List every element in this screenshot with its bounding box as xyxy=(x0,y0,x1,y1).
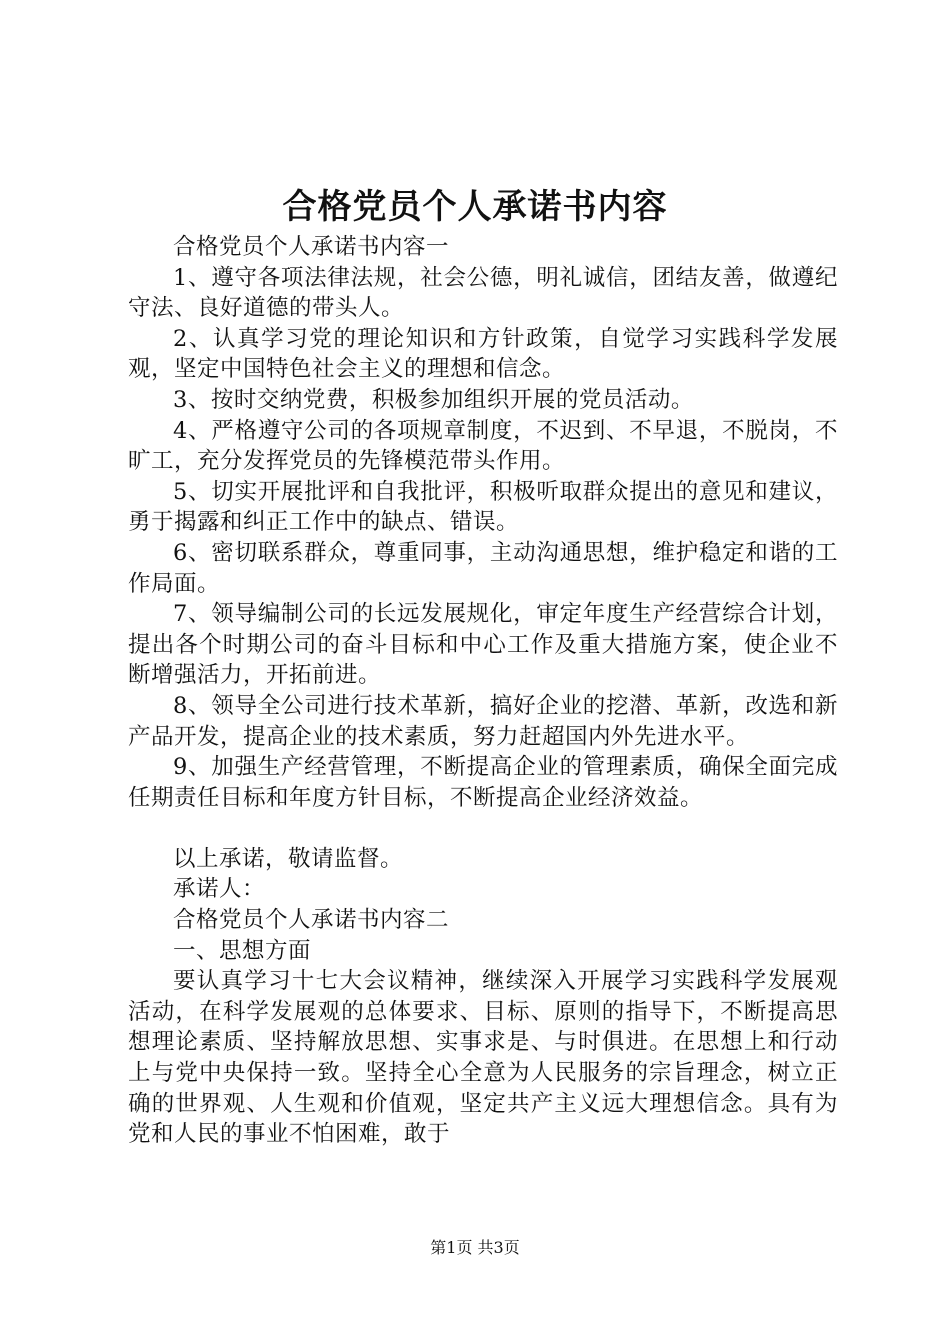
commitment-item: 9、加强生产经营管理，不断提高企业的管理素质，确保全面完成任期责任目标和年度方针目标，不断提高企业经济效益。 xyxy=(128,754,838,811)
body-paragraph: 要认真学习十七大会议精神，继续深入开展学习实践科学发展观活动，在科学发展观的总体要求、目标、原则的指导下，不断提高思想理论素质、坚持解放思想、实事求是、与时俱进。在思想上和行动上与党中央保持一致。坚持全心全意为人民服务的宗旨理念，树立正确的世界观、人生观和价值观，坚定共产主义远大理想信念。具有为党和人民的事业不怕困难，敢于 xyxy=(128,968,838,1148)
section-heading: 合格党员个人承诺书内容一 xyxy=(173,234,450,260)
blank-line xyxy=(128,813,838,844)
closing-statement: 以上承诺，敬请监督。 xyxy=(173,845,404,872)
commitment-item: 4、严格遵守公司的各项规章制度，不迟到、不早退，不脱岗，不旷工，充分发挥党员的先锋模范带头作用。 xyxy=(128,417,838,475)
commitment-item: 6、密切联系群众，尊重同事，主动沟通思想，维护稳定和谐的工作局面。 xyxy=(128,539,838,597)
commitment-item: 1、遵守各项法律法规，社会公德，明礼诚信，团结友善，做遵纪守法、良好道德的带头人。 xyxy=(128,264,838,322)
section-heading: 合格党员个人承诺书内容二 xyxy=(173,907,450,934)
signatory-label: 承诺人： xyxy=(173,876,266,903)
commitment-item: 2、认真学习党的理论知识和方针政策，自觉学习实践科学发展观，坚定中国特色社会主义的理想和信念。 xyxy=(128,325,838,383)
commitment-item: 7、领导编制公司的长远发展规化，审定年度生产经营综合计划，提出各个时期公司的奋斗目标和中心工作及重大措施方案，使企业不断增强活力，开拓前进。 xyxy=(128,601,838,689)
commitment-item: 3、按时交纳党费，积极参加组织开展的党员活动。 xyxy=(173,386,694,413)
subsection-heading: 一、思想方面 xyxy=(173,937,312,964)
commitment-item: 8、领导全公司进行技术革新，搞好企业的挖潜、革新，改选和新产品开发，提高企业的技术素质，努力赶超国内外先进水平。 xyxy=(128,692,838,750)
commitment-item: 5、切实开展批评和自我批评，积极听取群众提出的意见和建议，勇于揭露和纠正工作中的缺点、错误。 xyxy=(128,478,838,536)
page-title: 合格党员个人承诺书内容 xyxy=(282,187,668,227)
page-footer: 第1页 共3页 xyxy=(430,1238,520,1257)
document-body xyxy=(128,232,838,1150)
